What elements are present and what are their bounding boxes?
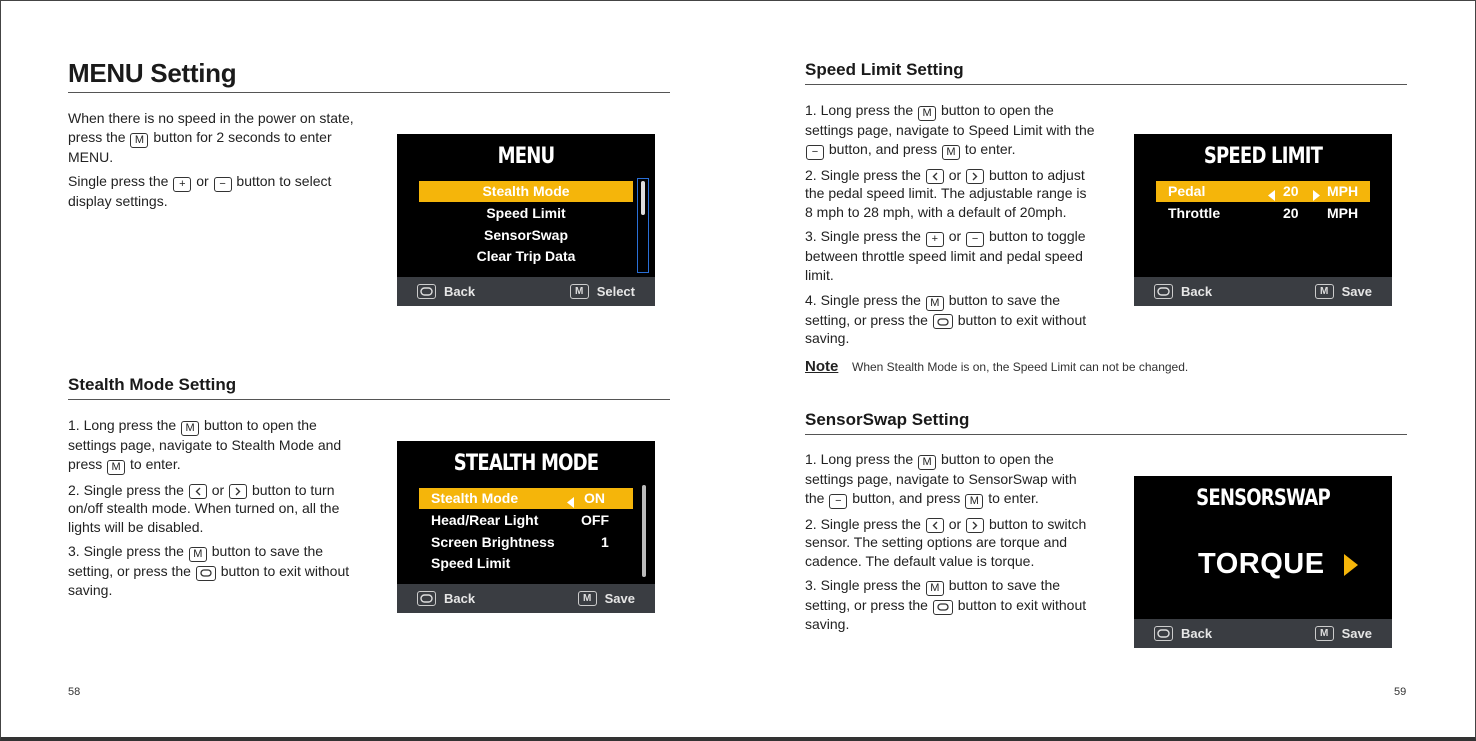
divider — [805, 84, 1407, 85]
divider — [68, 399, 670, 400]
back-icon — [417, 591, 436, 606]
right-arrow-key-icon — [966, 518, 984, 533]
m-key-icon: M — [181, 421, 199, 436]
minus-key-icon: − — [829, 494, 847, 509]
back-key-icon — [933, 600, 953, 615]
left-arrow-key-icon — [926, 518, 944, 533]
screen-footer: Back M Save — [397, 584, 655, 613]
menu-setting-title: MENU Setting — [68, 58, 237, 88]
speed-row-throttle: Throttle 20 MPH — [1168, 205, 1359, 221]
sensorswap-screen — [1134, 476, 1392, 648]
stealth-row-speed-limit: Speed Limit — [431, 555, 511, 571]
m-key-icon: M — [942, 145, 960, 160]
m-key-icon: M — [107, 460, 125, 475]
right-arrow-key-icon — [966, 169, 984, 184]
screen-footer: Back M Save — [1134, 619, 1392, 648]
back-icon — [1154, 284, 1173, 299]
stealth-row-stealth-mode: Stealth Mode ON — [419, 488, 633, 509]
sensorswap-instructions: 1. Long press the M button to open the settings page, navigate to SensorSwap with the − button, and press M to enter. 2. Single press the or button to switch sensor. The setting options are torque and cadence. The default value is torque. 3. Single press the M button to save the setting, or press the button to exit without saving. — [805, 451, 1087, 632]
m-key-icon: M — [926, 296, 944, 311]
speed-limit-heading: Speed Limit Setting — [805, 60, 964, 79]
note-label: Note — [805, 358, 839, 375]
menu-screen — [397, 134, 655, 306]
back-key-icon — [933, 314, 953, 329]
m-key-icon: M — [1315, 284, 1334, 299]
m-key-icon: M — [918, 106, 936, 121]
sensorswap-heading: SensorSwap Setting — [805, 410, 970, 429]
divider — [805, 434, 1407, 435]
minus-key-icon: − — [214, 177, 232, 192]
scrollbar — [642, 485, 646, 577]
back-icon — [1154, 626, 1173, 641]
menu-item-clear-trip-data: Clear Trip Data — [476, 248, 576, 264]
screen-title: MENU — [497, 144, 555, 169]
m-key-icon: M — [189, 547, 207, 562]
m-key-icon: M — [570, 284, 589, 299]
m-key-icon: M — [918, 455, 936, 470]
speed-limit-screen — [1134, 134, 1392, 306]
screen-title: STEALTH MODE — [453, 451, 599, 476]
stealth-mode-screen — [397, 441, 655, 613]
m-key-icon: M — [1315, 626, 1334, 641]
stealth-row-head-rear-light: Head/Rear Light OFF — [431, 512, 609, 528]
plus-key-icon: + — [926, 232, 944, 247]
sensor-value: TORQUE — [1198, 548, 1325, 580]
minus-key-icon: − — [966, 232, 984, 247]
minus-key-icon: − — [806, 145, 824, 160]
m-key-icon: M — [926, 581, 944, 596]
screen-title: SPEED LIMIT — [1203, 144, 1323, 169]
stealth-instructions: 1. Long press the M button to open the settings page, navigate to Stealth Mode and press M to enter. 2. Single press the or button to turn on/off stealth mode. When turned on, all the lights will be disabled. 3. Single press the M button to save the setting, or press the button to exit without saving. — [68, 417, 350, 598]
divider — [68, 92, 670, 93]
scrollbar — [641, 181, 645, 215]
screen-title: SENSORSWAP — [1196, 486, 1330, 511]
back-key-icon — [196, 566, 216, 581]
back-icon — [417, 284, 436, 299]
page-number-right: 59 — [1394, 686, 1407, 698]
left-arrow-key-icon — [189, 484, 207, 499]
stealth-heading: Stealth Mode Setting — [68, 375, 237, 394]
speed-row-pedal: Pedal 20 MPH — [1156, 181, 1370, 202]
screen-footer: Back M Select — [397, 277, 655, 306]
m-key-icon: M — [578, 591, 597, 606]
plus-key-icon: + — [173, 177, 191, 192]
m-key-icon: M — [965, 494, 983, 509]
speed-limit-instructions: 1. Long press the M button to open the settings page, navigate to Speed Limit with the − button, and press M to enter. 2. Single press the or button to adjust the pedal speed limit. The adjustable range is 8 mph to 28 mph, with a default of 20mph. 3. Single press the + or − button to toggle between throttle speed limit and pedal speed limit. 4. Single press the M button to save the setting, or press the button to exit without saving. — [805, 102, 1095, 347]
note-text: When Stealth Mode is on, the Speed Limit can not be changed. — [852, 360, 1189, 374]
menu-item-stealth-mode: Stealth Mode — [419, 181, 633, 202]
menu-item-speed-limit: Speed Limit — [486, 205, 566, 221]
page-number-left: 58 — [68, 686, 81, 698]
menu-intro-text: When there is no speed in the power on state, press the M button for 2 seconds to enter MENU. Single press the + or − button to select display settings. — [68, 110, 354, 210]
screen-footer: Back M Save — [1134, 277, 1392, 306]
m-key-icon: M — [130, 133, 148, 148]
menu-item-sensorswap: SensorSwap — [483, 227, 569, 243]
stealth-row-screen-brightness: Screen Brightness 1 — [431, 534, 609, 550]
right-arrow-key-icon — [229, 484, 247, 499]
right-arrow-icon — [1344, 554, 1358, 581]
left-arrow-key-icon — [926, 169, 944, 184]
